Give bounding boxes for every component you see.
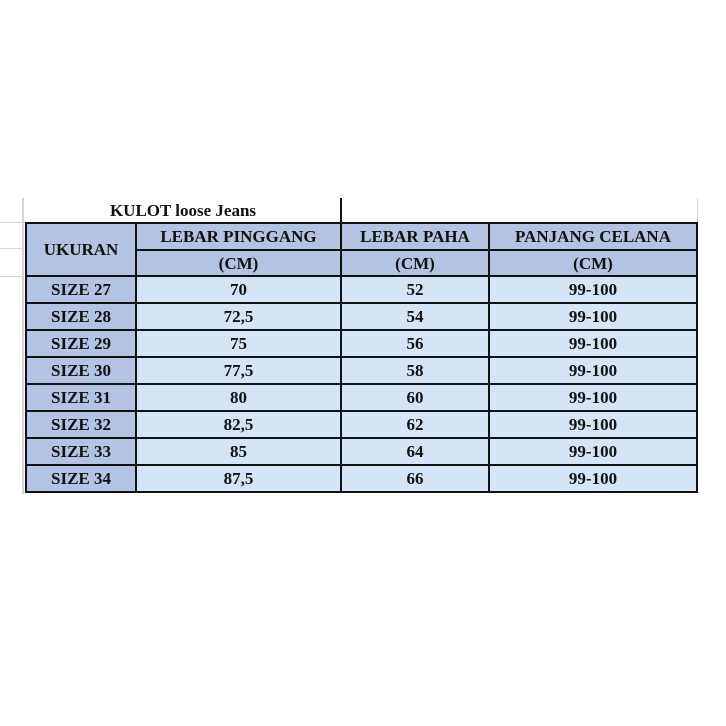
- lebar-paha-value: 66: [341, 465, 489, 492]
- header-ukuran: UKURAN: [26, 223, 136, 276]
- panjang-celana-value: 99-100: [489, 276, 697, 303]
- lebar-pinggang-value: 70: [136, 276, 341, 303]
- lebar-pinggang-value: 77,5: [136, 357, 341, 384]
- panjang-celana-value: 99-100: [489, 357, 697, 384]
- size-chart-table: [25, 198, 698, 493]
- title-row: [26, 198, 697, 223]
- lebar-paha-value: 64: [341, 438, 489, 465]
- panjang-celana-value: 99-100: [489, 330, 697, 357]
- lebar-pinggang-value: 85: [136, 438, 341, 465]
- table-row: [26, 330, 697, 357]
- size-label: SIZE 33: [26, 438, 136, 465]
- lebar-paha-value: 54: [341, 303, 489, 330]
- lebar-pinggang-value: 82,5: [136, 411, 341, 438]
- lebar-pinggang-value: 80: [136, 384, 341, 411]
- size-label: SIZE 29: [26, 330, 136, 357]
- table-row: [26, 276, 697, 303]
- table-row: [26, 411, 697, 438]
- gridline: [0, 222, 22, 223]
- blank-cell: [341, 198, 697, 223]
- header-lebar-paha: LEBAR PAHA: [341, 223, 489, 250]
- lebar-paha-value: 62: [341, 411, 489, 438]
- panjang-celana-value: 99-100: [489, 465, 697, 492]
- table-row: [26, 465, 697, 492]
- lebar-pinggang-value: 75: [136, 330, 341, 357]
- gridline: [22, 198, 24, 494]
- panjang-celana-value: 99-100: [489, 384, 697, 411]
- size-label: SIZE 27: [26, 276, 136, 303]
- header-lebar-pinggang: LEBAR PINGGANG: [136, 223, 341, 250]
- size-label: SIZE 34: [26, 465, 136, 492]
- panjang-celana-value: 99-100: [489, 303, 697, 330]
- panjang-celana-value: 99-100: [489, 411, 697, 438]
- lebar-paha-value: 58: [341, 357, 489, 384]
- table-row: [26, 357, 697, 384]
- lebar-pinggang-value: 87,5: [136, 465, 341, 492]
- gridline: [0, 248, 22, 249]
- unit-lebar-pinggang: (CM): [136, 250, 341, 276]
- unit-lebar-paha: (CM): [341, 250, 489, 276]
- header-row: [26, 223, 697, 250]
- table-row: [26, 384, 697, 411]
- panjang-celana-value: 99-100: [489, 438, 697, 465]
- lebar-pinggang-value: 72,5: [136, 303, 341, 330]
- table-row: [26, 438, 697, 465]
- unit-panjang-celana: (CM): [489, 250, 697, 276]
- table-row: [26, 303, 697, 330]
- header-panjang-celana: PANJANG CELANA: [489, 223, 697, 250]
- size-label: SIZE 30: [26, 357, 136, 384]
- size-label: SIZE 28: [26, 303, 136, 330]
- size-label: SIZE 32: [26, 411, 136, 438]
- table-title: KULOT loose Jeans: [26, 198, 341, 223]
- lebar-paha-value: 56: [341, 330, 489, 357]
- gridline: [0, 276, 22, 277]
- size-label: SIZE 31: [26, 384, 136, 411]
- lebar-paha-value: 60: [341, 384, 489, 411]
- lebar-paha-value: 52: [341, 276, 489, 303]
